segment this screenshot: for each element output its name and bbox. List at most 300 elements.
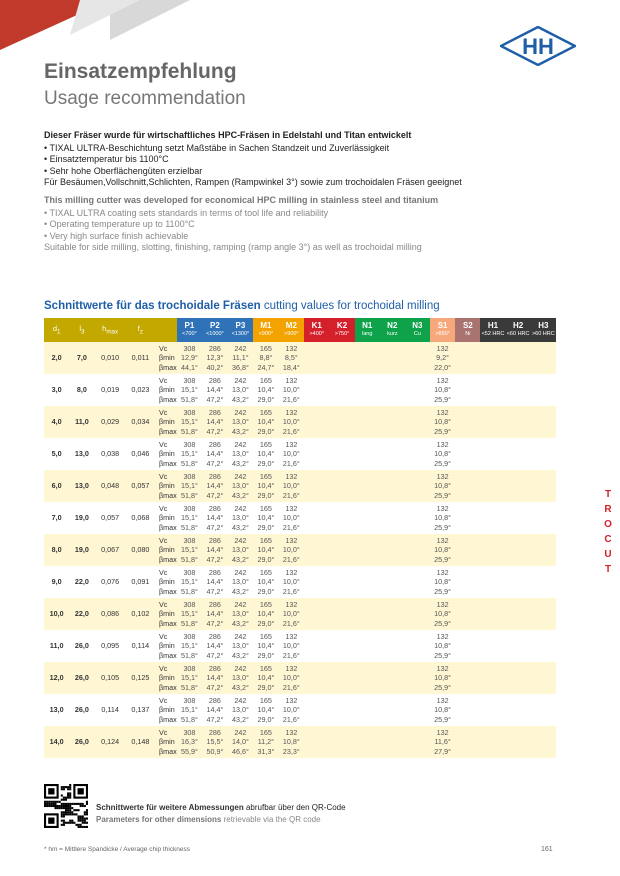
material-sub: lang	[362, 331, 373, 337]
value-bmax: 55,9°	[181, 746, 198, 756]
row-label-bmax: βmax	[159, 522, 177, 532]
cell-d: 5,0	[51, 449, 62, 459]
material-header-n3	[405, 318, 430, 342]
cell-n2	[380, 470, 405, 502]
row-label-bmin: βmin	[159, 385, 175, 395]
row-label-bmax: βmax	[159, 458, 177, 468]
bullet-de: • Einsatztemperatur bis 1100°C	[44, 154, 584, 165]
page-number: 161	[541, 846, 553, 853]
intro-text	[44, 130, 584, 253]
row-label-bmax: βmax	[159, 714, 177, 724]
cell-h2	[506, 342, 531, 374]
cell-m2	[279, 470, 304, 502]
cell-row-labels	[155, 374, 177, 406]
bullet-en: • Operating temperature up to 1100°C	[44, 219, 584, 230]
value-bmin: 15,1°	[181, 385, 198, 395]
value-bmin: 10,0°	[282, 609, 300, 619]
row-label-bmax: βmax	[159, 682, 177, 692]
cell-m1	[253, 598, 278, 630]
value-bmin: 13,0°	[231, 577, 249, 587]
value-vc: 308	[183, 376, 196, 386]
value-vc: 132	[436, 504, 449, 514]
cell-s2	[455, 566, 480, 598]
corner-decoration	[0, 0, 190, 50]
cell-f: 0,137	[131, 705, 150, 715]
cell-h3	[531, 566, 556, 598]
value-bmax: 25,9°	[434, 650, 452, 660]
value-bmin: 10,8°	[434, 545, 452, 555]
cell-h2	[506, 566, 531, 598]
cell-m2	[279, 630, 304, 662]
value-bmax: 44,1°	[181, 362, 198, 372]
material-header-h1	[480, 318, 505, 342]
cell-h1	[480, 342, 505, 374]
cell-p1	[177, 630, 202, 662]
cell-n2	[380, 406, 405, 438]
cell-n2	[380, 662, 405, 694]
value-bmin: 14,4°	[206, 673, 224, 683]
cell-m1	[253, 374, 278, 406]
cell-p3	[228, 726, 254, 758]
cell-m2	[279, 406, 304, 438]
cell-h1	[480, 374, 505, 406]
value-bmin: 10,8°	[282, 737, 300, 747]
value-vc: 242	[234, 344, 247, 354]
cell-h: 0,038	[101, 449, 120, 459]
cell-m1	[253, 470, 278, 502]
cell-n3	[405, 726, 430, 758]
value-bmax: 25,9°	[434, 522, 452, 532]
col-h-header: $h_{max}$	[95, 318, 126, 342]
cell-h1	[480, 566, 505, 598]
value-bmax: 21,6°	[282, 458, 300, 468]
cell-d: 3,0	[51, 385, 62, 395]
cell-s2	[455, 662, 480, 694]
value-bmin: 11,1°	[232, 353, 249, 363]
value-bmax: 25,9°	[434, 682, 452, 692]
table-row	[44, 470, 556, 502]
value-bmin: 15,1°	[181, 545, 198, 555]
cell-n1	[355, 534, 380, 566]
cell-p2	[202, 470, 228, 502]
value-bmax: 25,9°	[434, 714, 452, 724]
cell-p1	[177, 534, 202, 566]
material-code: S2	[462, 321, 473, 330]
value-bmin: 14,0°	[231, 737, 249, 747]
table-row	[44, 342, 556, 374]
value-bmin: 15,1°	[181, 577, 198, 587]
qr-note-de-rest: abrufbar über den QR-Code	[243, 803, 346, 812]
cell-d: 13,0	[49, 705, 64, 715]
material-sub: >60 HRC	[531, 331, 555, 337]
value-bmax: 25,9°	[434, 490, 452, 500]
value-bmin: 10,0°	[282, 385, 300, 395]
cell-d: 6,0	[44, 470, 69, 502]
value-vc: 308	[183, 408, 196, 418]
cell-d: 14,0	[44, 726, 69, 758]
material-code: P1	[184, 321, 195, 330]
col-f-header: $f_z$	[126, 318, 155, 342]
cell-p3	[228, 406, 254, 438]
table-row	[44, 438, 556, 470]
cell-m2	[279, 374, 304, 406]
table-row	[44, 630, 556, 662]
cell-h3	[531, 598, 556, 630]
value-bmin: 10,8°	[434, 705, 452, 715]
value-bmin: 13,0°	[231, 385, 249, 395]
side-tab-letter: R	[604, 504, 612, 515]
cell-p1	[177, 726, 202, 758]
cell-h: 0,067	[95, 534, 126, 566]
cell-h1	[480, 502, 505, 534]
cell-h3	[531, 406, 556, 438]
section-title	[44, 300, 440, 312]
value-bmax: 25,9°	[434, 554, 452, 564]
cell-n1	[355, 598, 380, 630]
value-bmin: 10,4°	[257, 417, 275, 427]
value-bmin: 9,2°	[436, 353, 450, 363]
material-header-p2	[202, 318, 228, 342]
value-bmax: 51,8°	[181, 714, 198, 724]
cell-s2	[455, 534, 480, 566]
cell-k1	[304, 694, 329, 726]
cell-k1	[304, 406, 329, 438]
cell-l: 19,0	[74, 513, 89, 523]
value-bmin: 10,8°	[434, 673, 452, 683]
cell-s2	[455, 438, 480, 470]
cell-h3	[531, 694, 556, 726]
value-bmin: 16,3°	[181, 737, 198, 747]
row-label-bmax: βmax	[159, 650, 177, 660]
cell-s1	[430, 662, 455, 694]
value-bmax: 25,9°	[434, 394, 452, 404]
bullet-en: • Very high surface finish achievable	[44, 231, 584, 242]
cell-d: 11,0	[49, 641, 64, 651]
value-vc: 165	[259, 472, 272, 482]
cell-s1	[430, 726, 455, 758]
footnote: * hm = Mittlere Spandicke / Average chip thickness	[44, 846, 191, 853]
value-vc: 165	[259, 696, 272, 706]
material-code: S1	[437, 321, 448, 330]
cell-n1	[355, 502, 380, 534]
value-bmax: 21,6°	[282, 586, 300, 596]
value-vc: 165	[259, 664, 272, 674]
cell-n2	[380, 342, 405, 374]
material-code: H3	[538, 321, 549, 330]
cell-l: 22,0	[74, 577, 89, 587]
value-bmin: 15,1°	[181, 641, 198, 651]
cell-l: 11,0	[69, 406, 94, 438]
value-bmin: 10,0°	[282, 705, 300, 715]
cell-n2	[380, 438, 405, 470]
value-bmin: 10,0°	[282, 673, 300, 683]
value-vc: 286	[208, 568, 221, 578]
cell-n3	[405, 438, 430, 470]
value-bmax: 47,2°	[206, 586, 224, 596]
value-vc: 132	[436, 344, 449, 354]
value-bmax: 29,0°	[257, 682, 275, 692]
cell-row-labels	[155, 566, 177, 598]
cell-k1	[304, 598, 329, 630]
cell-f: 0,114	[131, 641, 150, 651]
value-vc: 286	[208, 728, 221, 738]
value-bmin: 10,4°	[257, 545, 275, 555]
cell-h2	[506, 630, 531, 662]
value-vc: 242	[234, 376, 247, 386]
value-vc: 132	[436, 632, 449, 642]
value-bmax: 47,2°	[206, 618, 224, 628]
cell-row-labels	[155, 406, 177, 438]
value-bmin: 13,0°	[231, 513, 249, 523]
intro-note-en: Suitable for side milling, slotting, finishing, ramping (ramp angle 3°) as well as trochoidal milling	[44, 241, 422, 252]
material-header-n2	[380, 318, 405, 342]
cell-l: 22,0	[69, 598, 94, 630]
side-tab-trocut	[596, 487, 620, 583]
cell-p3	[228, 598, 254, 630]
value-bmin: 15,1°	[181, 513, 198, 523]
material-header-h3	[531, 318, 556, 342]
value-bmin: 14,4°	[206, 513, 224, 523]
cell-h: 0,010	[95, 342, 126, 374]
cell-h2	[506, 470, 531, 502]
value-bmin: 10,4°	[257, 609, 275, 619]
side-tab-letter: U	[604, 549, 612, 560]
value-bmin: 10,4°	[257, 673, 275, 683]
cell-f: 0,068	[131, 513, 150, 523]
cell-m1	[253, 502, 278, 534]
cell-m1	[253, 534, 278, 566]
cell-h3	[531, 534, 556, 566]
material-code: K1	[311, 321, 322, 330]
cell-n1	[355, 662, 380, 694]
value-bmax: 47,2°	[206, 394, 224, 404]
value-bmin: 15,1°	[181, 673, 198, 683]
value-bmax: 29,0°	[257, 490, 275, 500]
row-label-bmin: βmin	[159, 481, 175, 491]
cell-s1	[430, 470, 455, 502]
value-bmax: 24,7°	[257, 362, 275, 372]
cell-k2	[329, 470, 354, 502]
table-row	[44, 694, 556, 726]
value-bmax: 47,2°	[206, 522, 224, 532]
row-label-bmax: βmax	[159, 618, 177, 628]
cell-h2	[506, 534, 531, 566]
cell-s1	[430, 566, 455, 598]
value-vc: 165	[259, 408, 272, 418]
cell-k2	[329, 694, 354, 726]
value-bmin: 14,4°	[206, 545, 224, 555]
value-bmin: 8,8°	[259, 353, 273, 363]
cell-n2	[380, 630, 405, 662]
value-bmax: 25,9°	[434, 458, 452, 468]
value-vc: 132	[285, 536, 298, 546]
intro-headline-de: Dieser Fräser wurde für wirtschaftliches HPC-Fräsen in Edelstahl und Titan entwickelt	[44, 130, 412, 140]
col-d-header: $d_1$	[44, 318, 69, 342]
cell-p2	[202, 630, 228, 662]
value-vc: 132	[285, 504, 298, 514]
value-bmax: 27,9°	[434, 746, 452, 756]
cell-n2	[380, 598, 405, 630]
cell-h1	[480, 726, 505, 758]
section-title-en: cutting values for trochoidal milling	[263, 300, 440, 312]
value-bmax: 21,6°	[282, 522, 300, 532]
cell-p1	[177, 438, 202, 470]
cell-row-labels	[155, 630, 177, 662]
value-bmin: 14,4°	[206, 417, 224, 427]
cell-m2	[279, 598, 304, 630]
cell-m2	[279, 534, 304, 566]
cell-h1	[480, 662, 505, 694]
row-label-vc: Vc	[159, 472, 168, 482]
cell-k2	[329, 406, 354, 438]
row-label-bmin: βmin	[159, 641, 175, 651]
cell-m2	[279, 342, 304, 374]
value-vc: 242	[234, 568, 247, 578]
value-bmax: 51,8°	[181, 650, 198, 660]
value-vc: 308	[183, 696, 196, 706]
cell-h2	[506, 726, 531, 758]
value-vc: 286	[208, 472, 221, 482]
cell-k2	[329, 534, 354, 566]
value-bmin: 14,4°	[206, 449, 224, 459]
value-bmax: 46,6°	[231, 746, 249, 756]
value-bmax: 51,8°	[181, 522, 198, 532]
cell-n1	[355, 726, 380, 758]
cell-p1	[177, 694, 202, 726]
table-row	[44, 406, 556, 438]
cell-k1	[304, 662, 329, 694]
cell-p2	[202, 438, 228, 470]
cell-k2	[329, 662, 354, 694]
section-title-de: Schnittwerte für das trochoidale Fräsen	[44, 300, 261, 312]
value-vc: 132	[285, 696, 298, 706]
cell-n3	[405, 694, 430, 726]
value-vc: 132	[436, 568, 449, 578]
value-bmax: 29,0°	[257, 458, 275, 468]
value-vc: 286	[208, 504, 221, 514]
value-bmax: 29,0°	[257, 618, 275, 628]
cell-p2	[202, 598, 228, 630]
cell-h3	[531, 502, 556, 534]
cell-n3	[405, 598, 430, 630]
bullet-de: • TIXAL ULTRA-Beschichtung setzt Maßstäbe in Sachen Standzeit und Zuverlässigkeit	[44, 143, 584, 154]
cell-m2	[279, 694, 304, 726]
cell-h1	[480, 438, 505, 470]
value-bmax: 47,2°	[206, 650, 224, 660]
cell-p1	[177, 374, 202, 406]
cell-k2	[329, 566, 354, 598]
row-label-vc: Vc	[159, 632, 168, 642]
value-bmin: 10,0°	[282, 449, 300, 459]
row-label-bmin: βmin	[159, 577, 175, 587]
row-label-vc: Vc	[159, 664, 168, 674]
value-vc: 165	[259, 632, 272, 642]
material-sub: <52 HRC	[481, 331, 505, 337]
value-bmax: 47,2°	[206, 490, 224, 500]
value-bmax: 29,0°	[257, 554, 275, 564]
row-label-vc: Vc	[159, 600, 168, 610]
material-header-m2	[279, 318, 304, 342]
cell-k1	[304, 566, 329, 598]
cell-m1	[253, 566, 278, 598]
row-label-bmax: βmax	[159, 554, 177, 564]
value-bmin: 10,0°	[282, 641, 300, 651]
value-vc: 286	[208, 600, 221, 610]
value-bmax: 51,8°	[181, 394, 198, 404]
cell-h2	[506, 406, 531, 438]
value-bmin: 12,9°	[181, 353, 198, 363]
value-bmax: 47,2°	[206, 714, 224, 724]
value-bmax: 51,8°	[181, 618, 198, 628]
value-bmax: 31,3°	[257, 746, 275, 756]
cell-h3	[531, 630, 556, 662]
cell-p1	[177, 406, 202, 438]
value-bmax: 51,8°	[181, 554, 198, 564]
cell-m1	[253, 662, 278, 694]
table-row	[44, 374, 556, 406]
value-bmin: 14,4°	[206, 577, 224, 587]
value-bmin: 10,8°	[434, 481, 452, 491]
cell-n3	[405, 374, 430, 406]
value-bmin: 14,4°	[206, 385, 224, 395]
material-sub: kurz	[387, 331, 398, 337]
cell-h: 0,086	[95, 598, 126, 630]
bullet-de: • Sehr hohe Oberflächengüten erzielbar	[44, 166, 584, 177]
value-bmin: 10,4°	[257, 385, 275, 395]
value-bmax: 29,0°	[257, 426, 275, 436]
cell-s1	[430, 630, 455, 662]
cell-l: 26,0	[74, 641, 89, 651]
cell-n2	[380, 534, 405, 566]
cell-n2	[380, 726, 405, 758]
value-vc: 165	[259, 344, 272, 354]
cell-p3	[228, 470, 254, 502]
cell-l: 19,0	[69, 534, 94, 566]
material-sub: Ni	[465, 331, 471, 337]
cell-k2	[329, 630, 354, 662]
cell-m2	[279, 438, 304, 470]
row-label-vc: Vc	[159, 568, 168, 578]
value-bmin: 14,4°	[206, 609, 224, 619]
cell-n1	[355, 406, 380, 438]
cell-h2	[506, 438, 531, 470]
cell-d: 4,0	[44, 406, 69, 438]
value-bmax: 21,6°	[282, 490, 300, 500]
value-bmin: 10,8°	[434, 577, 452, 587]
cell-n3	[405, 342, 430, 374]
cell-l: 26,0	[69, 662, 94, 694]
cell-n3	[405, 662, 430, 694]
value-vc: 308	[183, 472, 196, 482]
row-label-vc: Vc	[159, 408, 168, 418]
cell-k1	[304, 438, 329, 470]
cutting-values-table	[44, 318, 556, 758]
cell-n1	[355, 566, 380, 598]
cell-m1	[253, 342, 278, 374]
cell-s2	[455, 694, 480, 726]
cell-h1	[480, 694, 505, 726]
value-vc: 286	[208, 440, 221, 450]
cell-s2	[455, 630, 480, 662]
cell-m1	[253, 438, 278, 470]
cell-p2	[202, 374, 228, 406]
value-bmax: 47,2°	[206, 554, 224, 564]
cell-k2	[329, 598, 354, 630]
cell-p2	[202, 566, 228, 598]
value-bmax: 21,6°	[282, 714, 300, 724]
value-vc: 132	[436, 472, 449, 482]
value-bmin: 8,5°	[284, 353, 298, 363]
